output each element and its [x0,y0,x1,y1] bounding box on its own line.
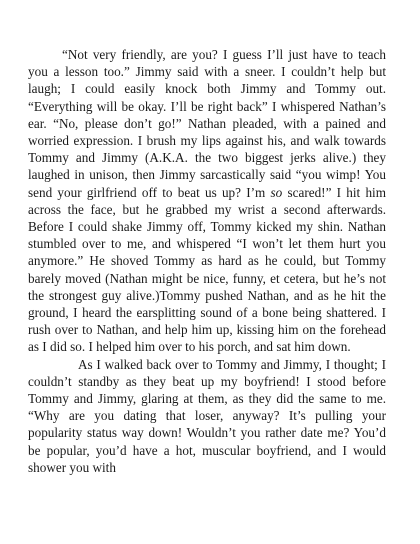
emphasized-word: so [270,184,283,200]
paragraph-1-text-start: “Not very friendly, are you? I guess I’ll just have to teach you a lesson too.” Jimmy said with a sneer. I couldn’t help but laugh; I could easily knock both Jimmy and Tommy out. “Everything will be okay. I’ll be right back” I whispered Nathan’s ear. “No, please don’t go!” Nathan pleaded, with a pained and worried expression. I brush my lips against his, and walk towards Tommy and Jimmy (A.K.A. the two biggest jerks alive.) they laughed in unison, then Jimmy sarcastically said “you wimp! You send your girlfriend off to beat us up? I’m [28,47,386,200]
paragraph-1-text-end: scared!” I hit him across the face, but he grabbed my wrist a second afterwards. Before I could shake Jimmy off, Tommy kicked my shin. Nathan stumbled over to me, and whispered “I won’t let them hurt you anymore.” He shoved Tommy as hard as he could, but Tommy barely moved (Nathan might be nice, funny, et cetera, but he’s not the strongest guy alive.)Tommy pushed Nathan, and as he hit the ground, I heard the earsplitting sound of a bone being shattered. I rush over to Nathan, and help him up, kissing him on the forehead as I did so. I helped him over to his porch, and sat him down. [28,184,386,355]
paragraph-2: As I walked back over to Tommy and Jimmy, I thought; I couldn’t standby as they beat up my boyfriend! I stood before Tommy and Jimmy, glaring at them, as they did the same to me. “Why are you dating that loser, anyway? It’s pulling your popularity status way down! Wouldn’t you rather date me? You’d be popular, you’d have a hot, muscular boyfriend, and I would shower you with [28,356,386,475]
body-text [28,46,386,476]
paragraph-1 [28,46,386,356]
